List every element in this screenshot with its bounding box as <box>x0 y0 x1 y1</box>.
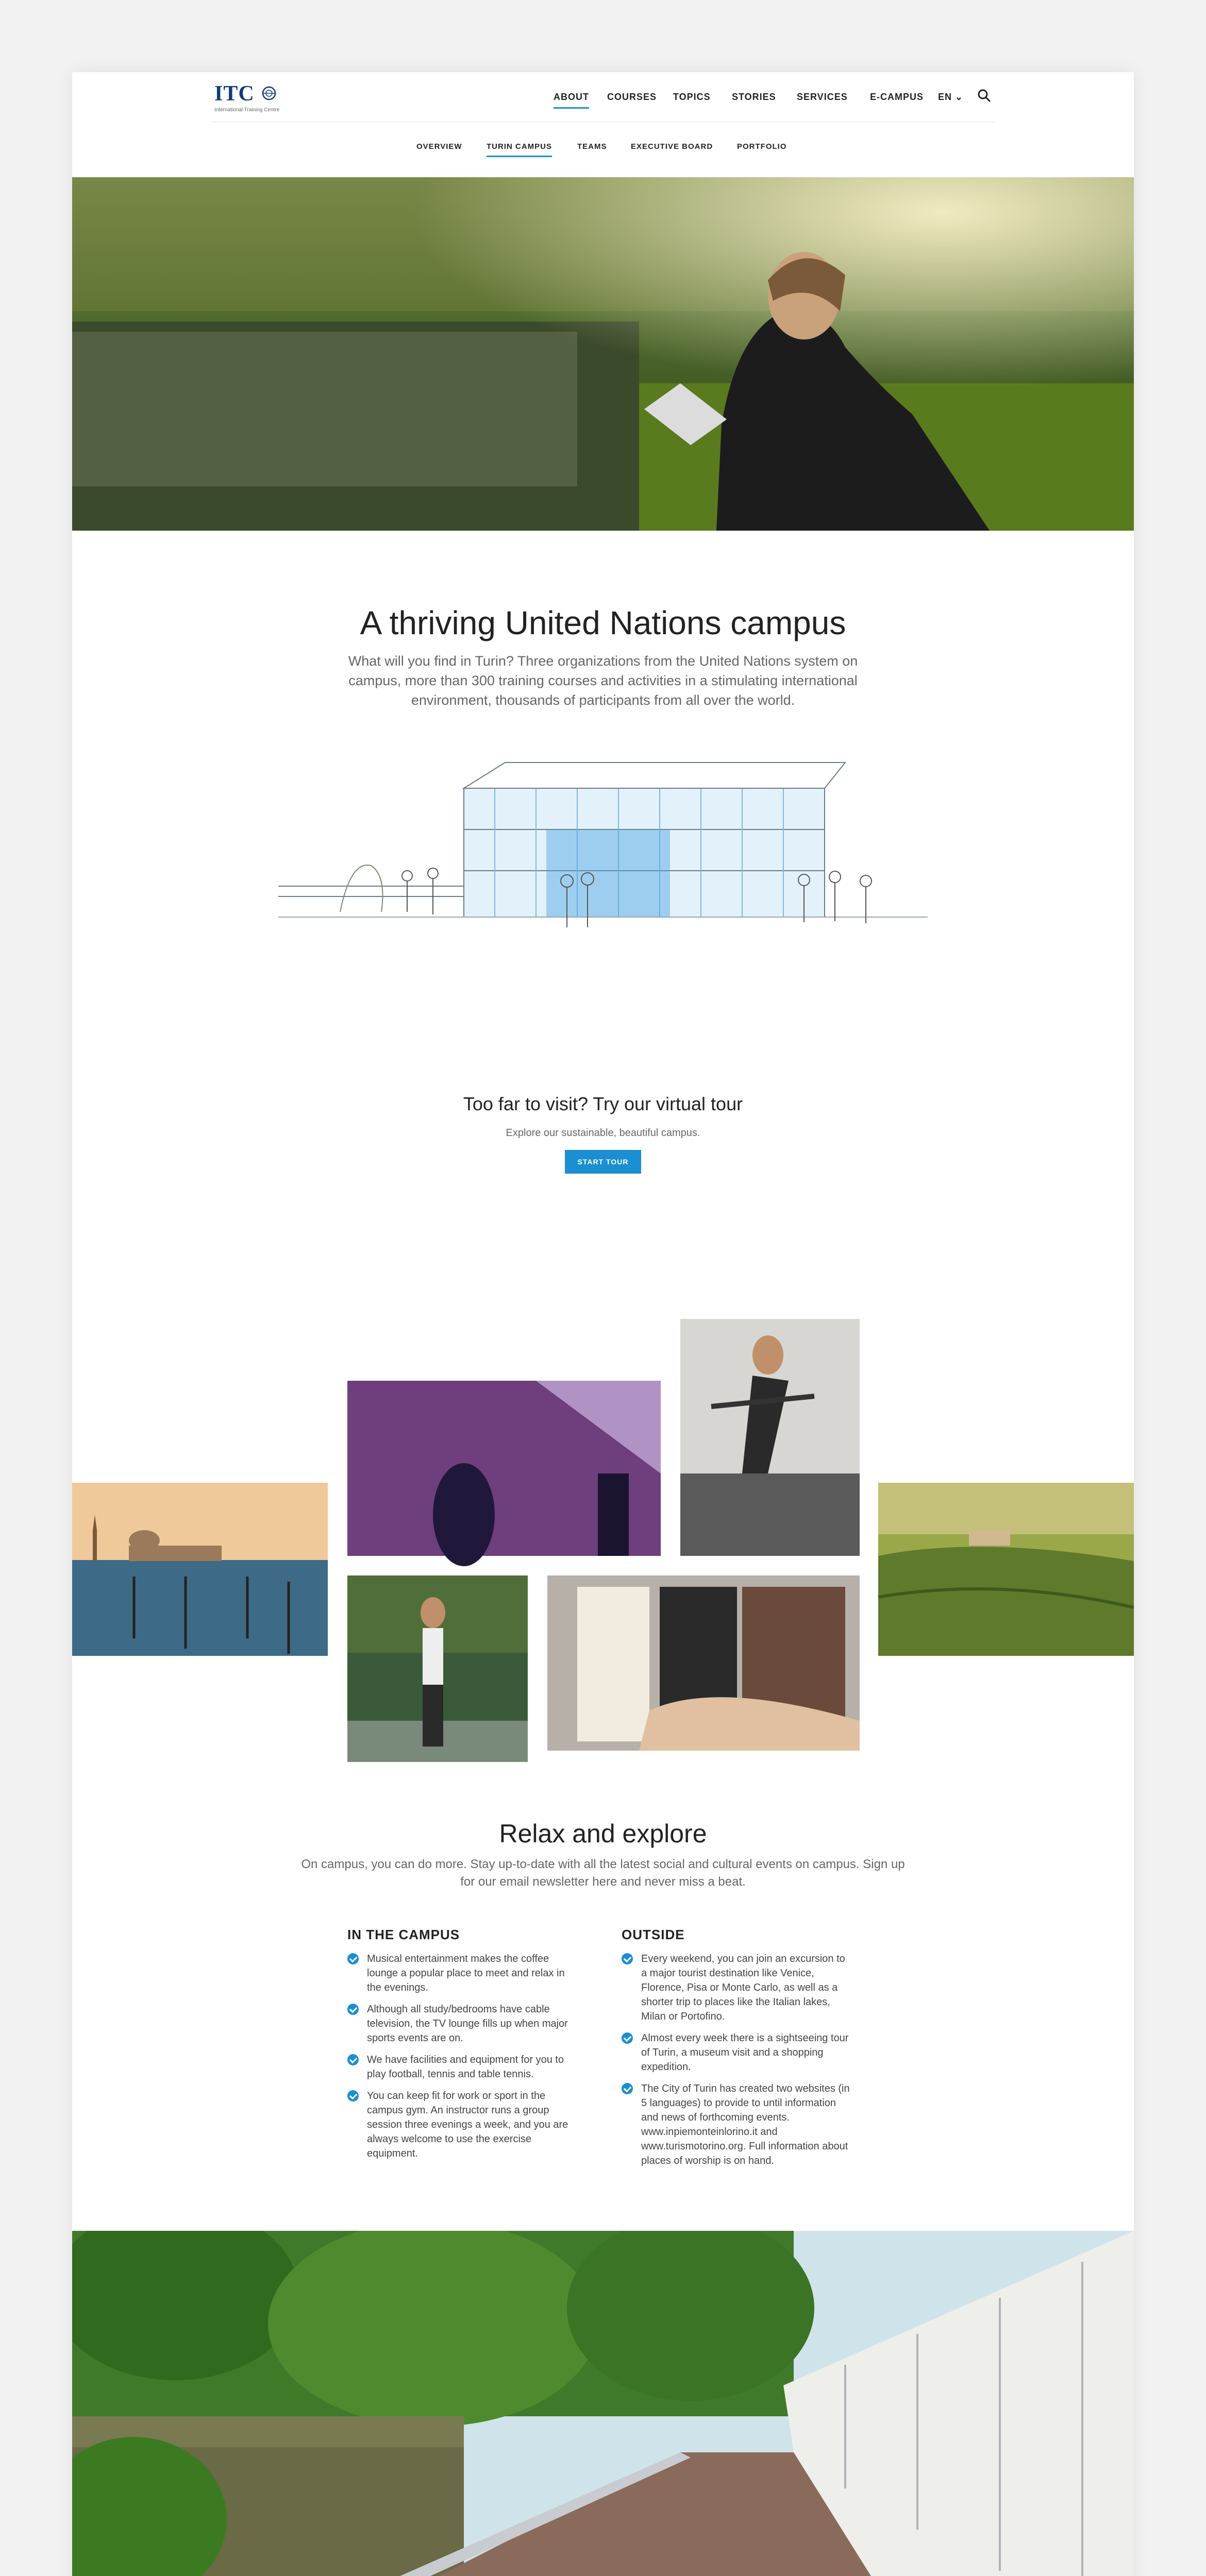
subnav-portfolio[interactable]: PORTFOLIO <box>737 142 787 151</box>
subnav-executive-board[interactable]: EXECUTIVE BOARD <box>631 142 713 151</box>
relax-title: Relax and explore <box>499 1819 707 1848</box>
relax-lead: On campus, you can do more. Stay up-to-date with all the latest social and cultural events on campus. Sign up for our email newsletter here and never miss a beat. <box>301 1857 905 1889</box>
start-tour-button[interactable]: START TOUR <box>565 1150 641 1174</box>
outside-heading: OUTSIDE <box>622 1927 685 1942</box>
page <box>72 72 1134 2576</box>
check-icon <box>347 1953 359 1964</box>
list-item-text: You can keep fit for work or sport in the campus gym. An instructor runs a group session three evenings a week, and you are always welcome to use the exercise equipment. <box>367 2090 568 2159</box>
language-selector[interactable]: EN ⌄ <box>938 92 964 102</box>
un-emblem-icon <box>259 86 279 101</box>
list-item-text: The City of Turin has created two websites (in 5 languages) to provide to until information and news of forthcoming events. www.inpiemonteinlorino.it and www.turismotorino.org. Full information about places of worship is on hand. <box>641 2083 850 2166</box>
list-item <box>622 1952 851 2024</box>
list-item <box>622 2031 851 2074</box>
nav-courses[interactable]: COURSES <box>607 92 657 102</box>
nav-ecampus[interactable]: E-CAMPUS <box>870 92 924 102</box>
walkway-photo <box>72 2231 1134 2576</box>
list-item <box>347 2002 577 2045</box>
photo-vineyards <box>878 1483 1134 1656</box>
search-icon[interactable] <box>977 89 992 103</box>
list-item-text: We have facilities and equipment for you to play football, tennis and table tennis. <box>367 2054 564 2080</box>
nav-services[interactable]: SERVICES <box>797 92 848 102</box>
nav-stories[interactable]: STORIES <box>732 92 776 102</box>
nav-topics[interactable]: TOPICS <box>673 92 711 102</box>
check-icon <box>622 1953 633 1964</box>
campus-sketch-illustration <box>278 757 928 984</box>
check-icon <box>622 2083 633 2094</box>
list-item <box>622 2081 851 2168</box>
list-item-text: Musical entertainment makes the coffee lounge a popular place to meet and relax in the evenings. <box>367 1953 565 1993</box>
list-item <box>347 1952 577 1995</box>
photo-clothes <box>547 1575 860 1751</box>
sub-nav <box>72 142 1134 163</box>
hero-image-campus-lake <box>72 177 1134 531</box>
list-item <box>347 2089 577 2161</box>
logo-text: ITC <box>214 82 255 106</box>
hero-photo <box>72 177 1134 531</box>
in-campus-list <box>347 1952 577 2168</box>
logo-subtitle: International Training Centre <box>214 107 280 113</box>
photo-gym <box>680 1319 860 1556</box>
photo-tennis <box>347 1575 528 1762</box>
site-header <box>72 72 1134 175</box>
in-campus-heading: IN THE CAMPUS <box>347 1927 460 1942</box>
itc-logo[interactable] <box>214 81 297 123</box>
check-icon <box>347 2090 359 2102</box>
subnav-turin-campus[interactable]: TURIN CAMPUS <box>487 142 552 151</box>
photo-concert <box>347 1381 661 1566</box>
campus-lead: What will you find in Turin? Three organizations from the United Nations system on campus, more than 300 training courses and activities in a stimulating international environment, thousands of participants from all over the world. <box>348 653 858 708</box>
list-item <box>347 2053 577 2081</box>
outside-list <box>622 1952 851 2175</box>
activities-collage <box>72 1319 1134 1762</box>
subnav-overview[interactable]: OVERVIEW <box>416 142 462 151</box>
check-icon <box>347 2004 359 2015</box>
tour-subtitle: Explore our sustainable, beautiful campus. <box>506 1127 700 1139</box>
campus-title: A thriving United Nations campus <box>360 604 846 641</box>
list-item-text: Almost every week there is a sightseeing tour of Turin, a museum visit and a shopping expedition. <box>641 2032 849 2073</box>
photo-venice <box>72 1483 328 1656</box>
list-item-text: Although all study/bedrooms have cable television, the TV lounge fills up when major sports events are on. <box>367 2004 568 2044</box>
tour-title: Too far to visit? Try our virtual tour <box>463 1093 743 1114</box>
nav-about[interactable]: ABOUT <box>554 92 589 102</box>
list-item-text: Every weekend, you can join an excursion to a major tourist destination like Venice, Florence, Pisa or Monte Carlo, as well as a shorter trip to places like the Italian lakes, Milan or Portofino. <box>641 1953 845 2022</box>
subnav-teams[interactable]: TEAMS <box>577 142 607 151</box>
check-icon <box>347 2054 359 2065</box>
check-icon <box>622 2032 633 2044</box>
hero-image-river-walkway <box>72 2231 1134 2576</box>
